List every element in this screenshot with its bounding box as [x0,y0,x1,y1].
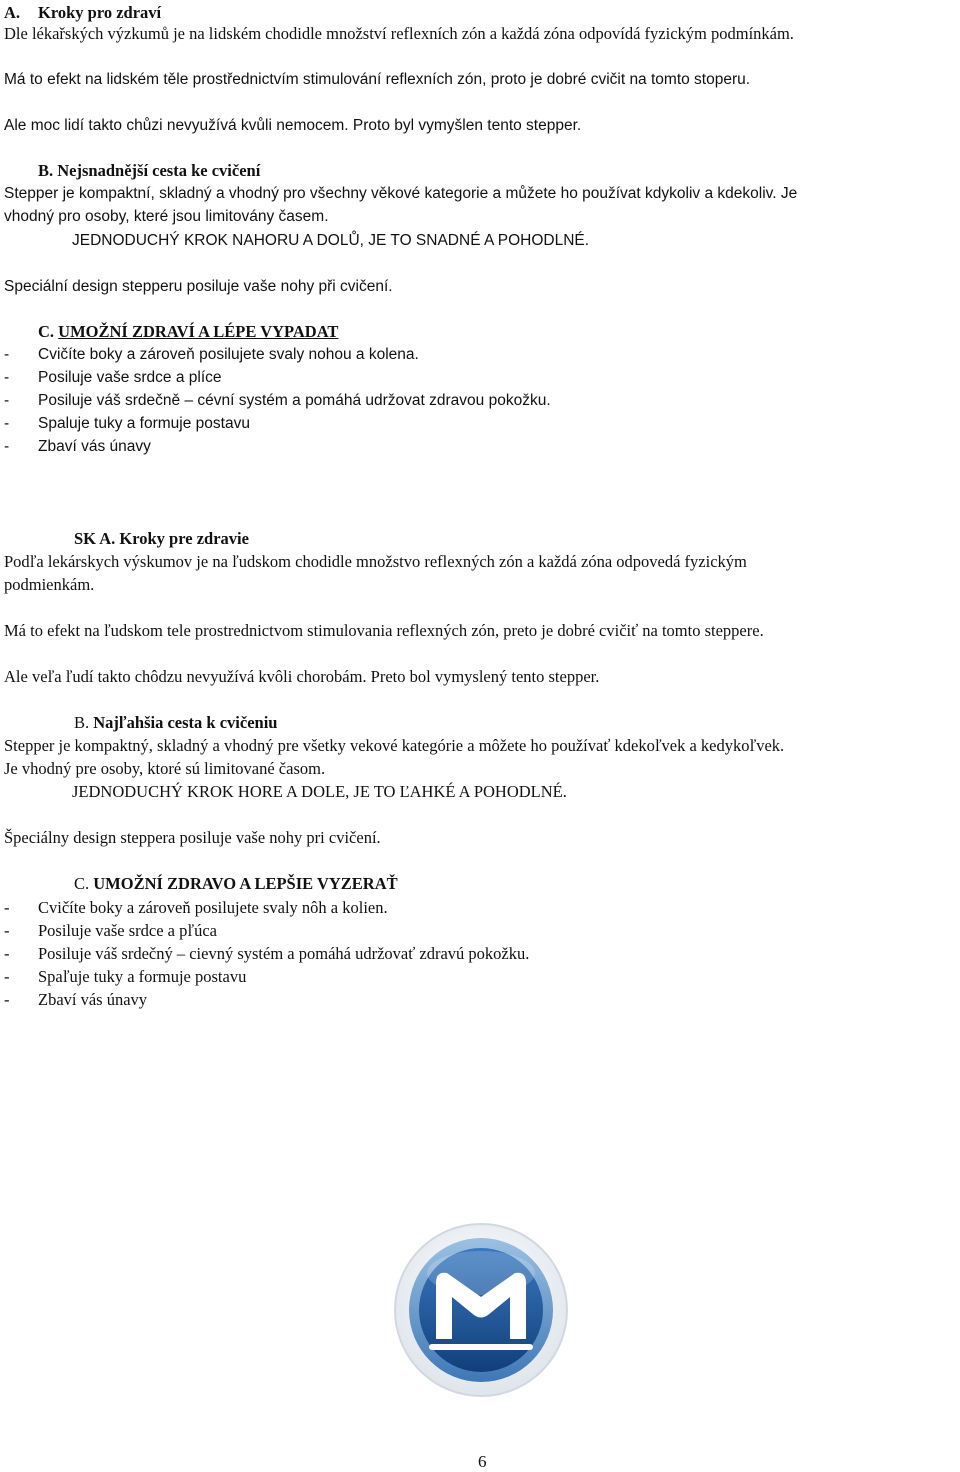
cz-heading-b [38,161,260,181]
sk-list-item [4,898,388,918]
cz-heading-b-title: Nejsnadnější cesta ke cvičení [57,161,261,180]
cz-list-item-text: Posiluje váš srdečně – cévní systém a pomáhá udržovat zdravou pokožku. [38,392,551,409]
cz-paragraph-6: Speciální design stepperu posiluje vaše nohy při cvičení. [4,278,393,295]
sk-paragraph-5: JEDNODUCHÝ KROK HORE A DOLE, JE TO ĽAHKÉ A POHODLNÉ. [72,782,567,801]
sk-heading-a: SK A. Kroky pre zdravie [74,529,249,548]
cz-list-item [4,437,151,457]
list-dash: - [4,921,10,940]
sk-paragraph-6: Špeciálny design steppera posiluje vaše nohy pri cvičení. [4,828,381,847]
cz-paragraph-2: Má to efekt na lidském těle prostřednictvím stimulování reflexních zón, proto je dobré cvičit na tomto stoperu. [4,71,751,88]
list-dash: - [4,990,10,1009]
sk-paragraph-3: Ale veľa ľudí takto chôdzu nevyužívá kvôli chorobám. Preto bol vymyslený tento stepper. [4,667,600,686]
cz-list-item-text: Zbaví vás únavy [38,438,151,455]
list-dash: - [4,967,10,986]
sk-list-item-text: Posiluje vaše srdce a pľúca [38,921,217,940]
cz-heading-c-label: C. [38,322,55,341]
list-dash: - [4,346,10,363]
sk-heading-c [74,874,398,894]
list-dash: - [4,944,10,963]
cz-list-item-text: Spaluje tuky a formuje postavu [38,415,250,432]
sk-list-item [4,967,246,987]
sk-list-item [4,944,529,964]
cz-paragraph-4a: Stepper je kompaktní, skladný a vhodný pro všechny věkové kategorie a můžete ho používat kdykoliv a kdekoliv. Je [4,185,798,202]
cz-heading-b-label: B. [38,161,54,180]
sk-list-item [4,990,147,1010]
cz-heading-a [4,3,161,23]
sk-paragraph-2: Má to efekt na ľudskom tele prostrednictvom stimulovania reflexných zón, preto je dobré cvičiť na tomto steppere. [4,621,764,640]
cz-heading-c-title: UMOŽNÍ ZDRAVÍ A LÉPE VYPADAT [58,322,339,341]
list-dash: - [4,438,10,455]
page-number: 6 [478,1452,487,1471]
cz-heading-a-title: Kroky pro zdraví [38,3,162,22]
sk-heading-c-label: C. [74,874,90,893]
cz-list-item [4,368,222,388]
cz-list-item [4,414,250,434]
cz-paragraph-1: Dle lékařských výzkumů je na lidském chodidle množství reflexních zón a každá zóna odpovídá fyzickým podmínkám. [4,24,794,43]
m-monogram-logo-icon [392,1221,570,1399]
sk-paragraph-1a: Podľa lekárskych výskumov je na ľudskom chodidle množstvo reflexných zón a každá zóna odpovedá fyzickým [4,552,747,571]
cz-list-item-text: Cvičíte boky a zároveň posilujete svaly nohou a kolena. [38,346,419,363]
list-dash: - [4,898,10,917]
cz-heading-a-label: A. [4,3,21,22]
cz-paragraph-4b: vhodný pro osoby, které jsou limitovány časem. [4,208,329,225]
cz-list-item-text: Posiluje vaše srdce a plíce [38,369,222,386]
cz-heading-c [38,322,338,342]
sk-list-item-text: Zbaví vás únavy [38,990,148,1009]
sk-paragraph-4b: Je vhodný pre osoby, ktoré sú limitované časom. [4,759,326,778]
cz-list-item [4,345,419,365]
sk-paragraph-4a: Stepper je kompaktný, skladný a vhodný pre všetky vekové kategórie a môžete ho používať kdekoľvek a kedykoľvek. [4,736,785,755]
sk-paragraph-1b: podmienkám. [4,575,95,594]
sk-list-item-text: Spaľuje tuky a formuje postavu [38,967,247,986]
list-dash: - [4,415,10,432]
sk-heading-c-title: UMOŽNÍ ZDRAVO A LEPŠIE VYZERAŤ [93,874,398,893]
sk-list-item-text: Cvičíte boky a zároveň posilujete svaly nôh a kolien. [38,898,388,917]
sk-heading-b-title: Najľahšia cesta k cvičeniu [93,713,278,732]
cz-list-item [4,391,551,411]
sk-list-item [4,921,217,941]
cz-paragraph-5: JEDNODUCHÝ KROK NAHORU A DOLŮ, JE TO SNADNÉ A POHODLNÉ. [72,232,590,249]
list-dash: - [4,392,10,409]
sk-list-item-text: Posiluje váš srdečný – cievný systém a pomáhá udržovať zdravú pokožku. [38,944,530,963]
list-dash: - [4,369,10,386]
sk-heading-b-label: B. [74,713,90,732]
sk-heading-b [74,713,277,733]
cz-paragraph-3: Ale moc lidí takto chůzi nevyužívá kvůli nemocem. Proto byl vymyšlen tento stepper. [4,117,582,134]
